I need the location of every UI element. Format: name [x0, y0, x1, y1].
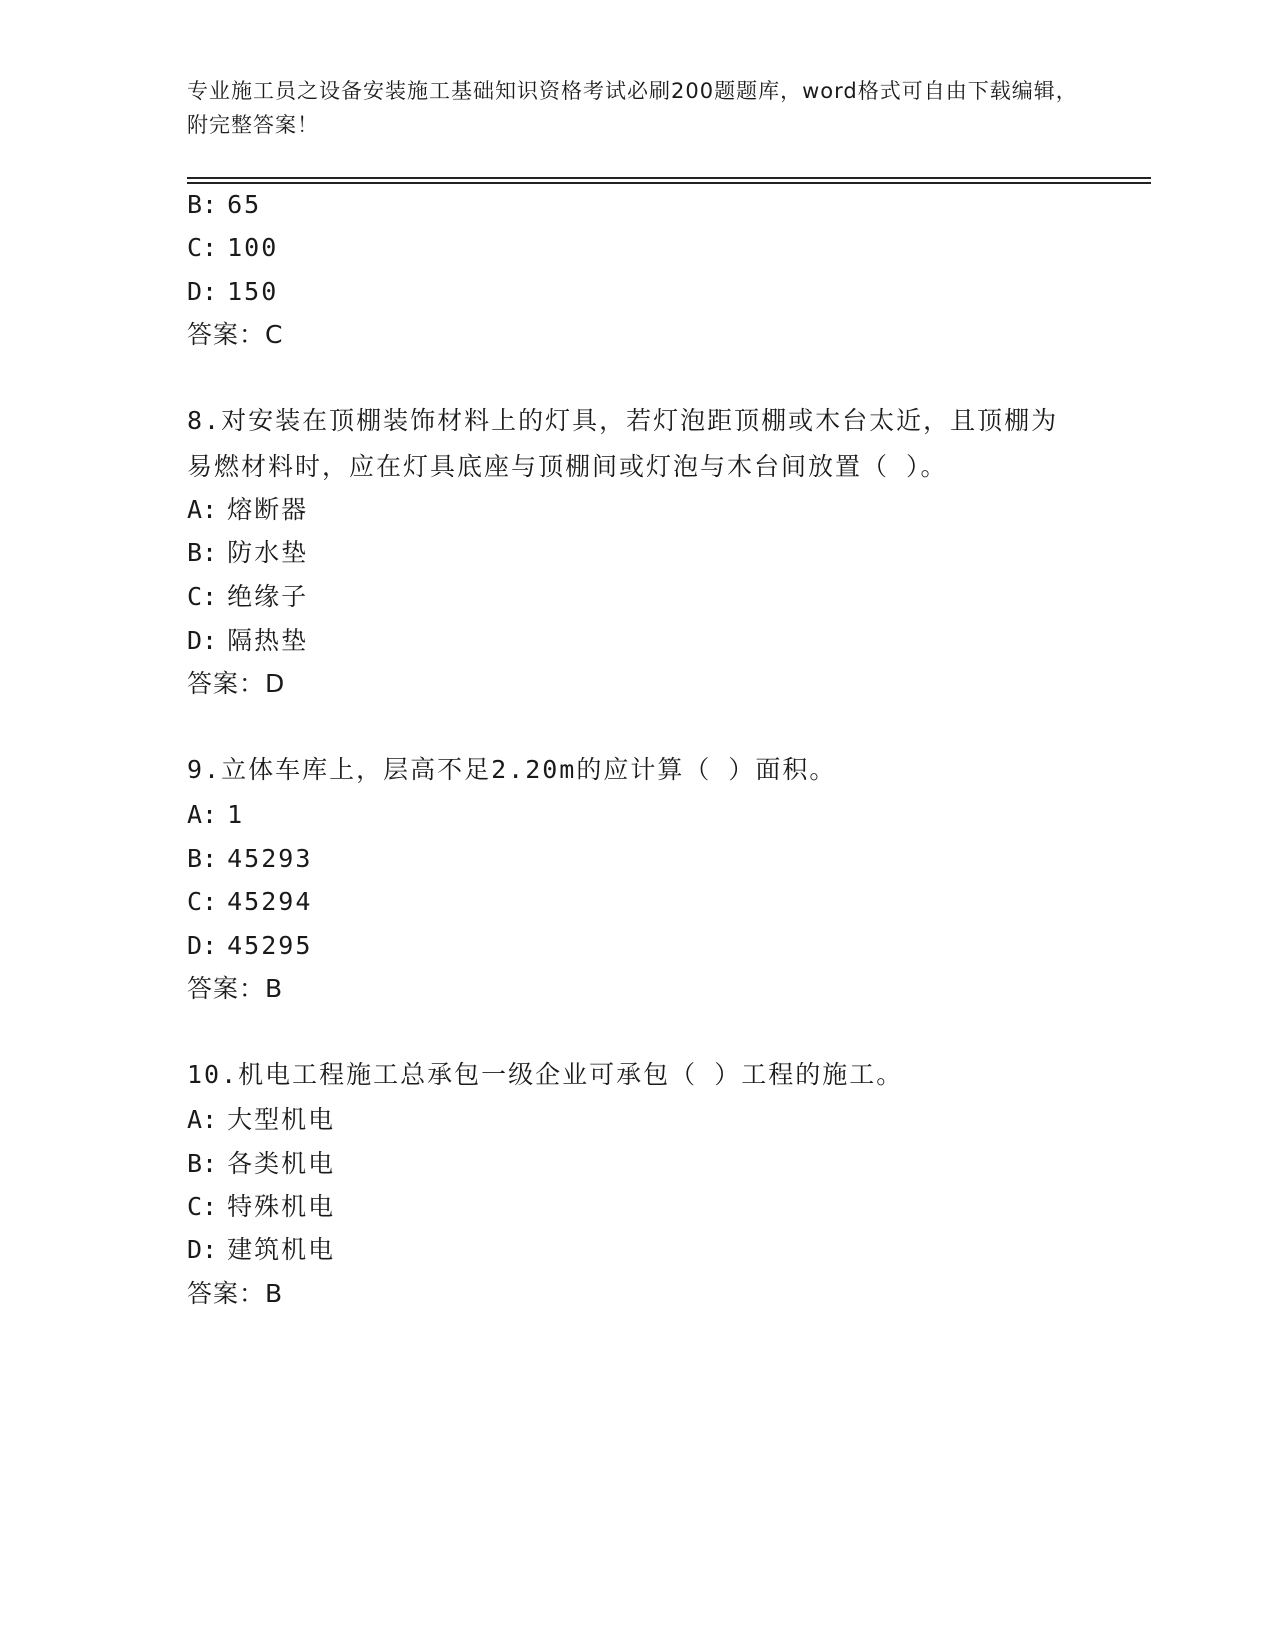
- option-letter: C:: [187, 887, 218, 916]
- option-letter: D:: [187, 626, 218, 655]
- header-divider-bottom: [187, 182, 1151, 184]
- answer-line: 答案：B: [187, 1279, 284, 1308]
- option-b: [187, 1149, 335, 1179]
- option-text: 防水垫: [227, 538, 309, 567]
- option-text: 45293: [227, 844, 313, 873]
- question-text: 9.立体车库上，层高不足2.20m的应计算（ ）面积。: [187, 755, 837, 784]
- option-b: [187, 538, 308, 568]
- option-d: [187, 277, 278, 307]
- option-d: [187, 1235, 335, 1265]
- option-text: 各类机电: [227, 1149, 336, 1178]
- option-c: [187, 582, 308, 612]
- option-letter: A:: [187, 800, 218, 829]
- answer-line: 答案：B: [187, 974, 284, 1003]
- header-divider-top: [187, 177, 1151, 179]
- option-text: 特殊机电: [227, 1192, 336, 1221]
- option-a: [187, 800, 244, 830]
- answer-line: 答案：D: [187, 669, 286, 698]
- option-b: [187, 190, 261, 220]
- option-text: 大型机电: [227, 1105, 336, 1134]
- option-c: [187, 887, 312, 917]
- option-text: 150: [227, 277, 279, 306]
- option-letter: C:: [187, 582, 218, 611]
- option-a: [187, 1105, 335, 1135]
- option-c: [187, 1192, 335, 1222]
- option-letter: D:: [187, 1235, 218, 1264]
- option-text: 绝缘子: [227, 582, 309, 611]
- option-text: 熔断器: [227, 495, 309, 524]
- answer-line: 答案：C: [187, 320, 284, 349]
- option-letter: A:: [187, 495, 218, 524]
- option-letter: D:: [187, 931, 218, 960]
- option-d: [187, 626, 308, 656]
- option-letter: D:: [187, 277, 218, 306]
- option-letter: B:: [187, 844, 218, 873]
- question-text: 10.机电工程施工总承包一级企业可承包（ ）工程的施工。: [187, 1060, 904, 1089]
- option-letter: A:: [187, 1105, 218, 1134]
- option-letter: C:: [187, 233, 218, 262]
- question-text: 8.对安装在顶棚装饰材料上的灯具，若灯泡距顶棚或木台太近，且顶棚为易燃材料时，应在灯具底座与顶棚间或灯泡与木台间放置（ ）。: [187, 406, 1059, 481]
- option-letter: B:: [187, 1149, 218, 1178]
- option-text: 45295: [227, 931, 313, 960]
- option-text: 45294: [227, 887, 313, 916]
- option-a: [187, 495, 308, 525]
- option-letter: B:: [187, 190, 218, 219]
- option-text: 建筑机电: [227, 1235, 336, 1264]
- option-c: [187, 233, 278, 263]
- option-text: 隔热垫: [227, 626, 309, 655]
- option-letter: B:: [187, 538, 218, 567]
- option-letter: C:: [187, 1192, 218, 1221]
- document-header: 专业施工员之设备安装施工基础知识资格考试必刷200题题库，word格式可自由下载编辑，附完整答案！: [187, 79, 1078, 137]
- option-text: 1: [227, 800, 245, 829]
- option-text: 65: [227, 190, 262, 219]
- option-d: [187, 931, 312, 961]
- option-b: [187, 844, 312, 874]
- option-text: 100: [227, 233, 279, 262]
